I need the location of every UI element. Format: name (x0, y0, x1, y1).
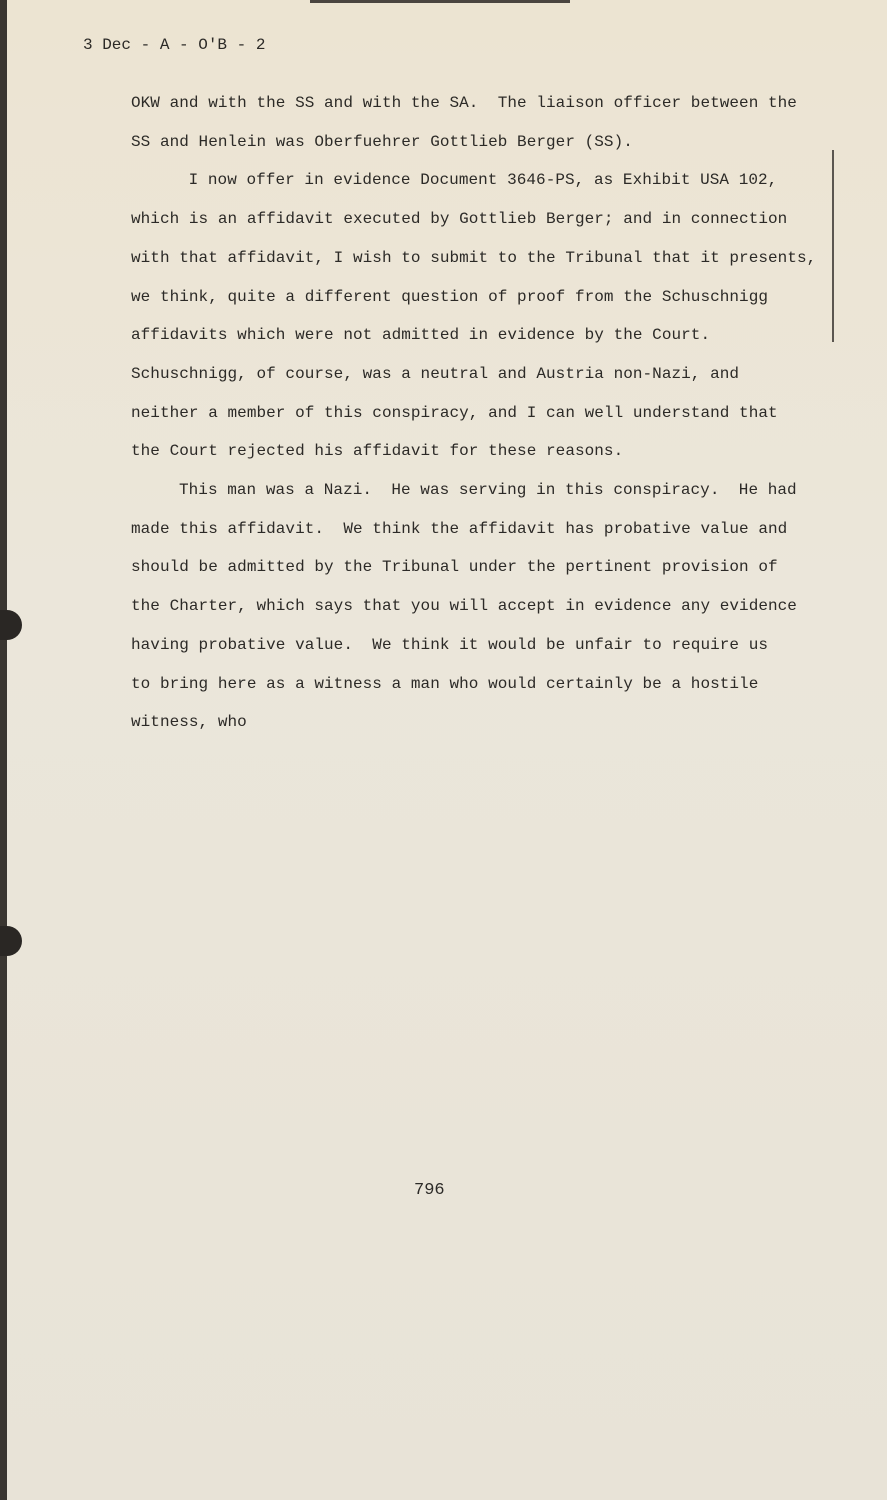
text-line: neither a member of this conspiracy, and I can well understand that (131, 403, 778, 422)
text-line: the Court rejected his affidavit for these reasons. (131, 442, 624, 461)
text-line: witness, who (131, 713, 247, 732)
text-line: This man was a Nazi. He was serving in this conspiracy. He had (179, 481, 797, 499)
page-number: 796 (414, 1181, 445, 1200)
text-line: to bring here as a witness a man who would certainly be a hostile (131, 674, 759, 693)
text-line: with that affidavit, I wish to submit to the Tribunal that it presents, (131, 248, 817, 267)
top-edge-mark (310, 0, 570, 3)
text-line: made this affidavit. We think the affidavit has probative value and (131, 519, 788, 538)
binding-edge (0, 0, 7, 1500)
text-line: should be admitted by the Tribunal under the pertinent provision of (131, 558, 778, 577)
text-line: SS and Henlein was Oberfuehrer Gottlieb Berger (SS). (131, 132, 633, 151)
page-header: 3 Dec - A - O'B - 2 (83, 36, 266, 54)
text-line: we think, quite a different question of proof from the Schuschnigg (131, 287, 769, 306)
text-line: affidavits which were not admitted in evidence by the Court. (131, 326, 711, 345)
text-line: I now offer in evidence Document 3646-PS, as Exhibit USA 102, (188, 171, 778, 190)
text-line: having probative value. We think it would be unfair to require us (131, 635, 769, 654)
text-line: Schuschnigg, of course, was a neutral and Austria non-Nazi, and (131, 364, 740, 383)
text-line: which is an affidavit executed by Gottlieb Berger; and in connection (131, 210, 788, 229)
margin-change-bar (832, 150, 834, 342)
text-line: OKW and with the SS and with the SA. The liaison officer between the (131, 94, 797, 112)
text-line: the Charter, which says that you will accept in evidence any evidence (131, 597, 797, 616)
